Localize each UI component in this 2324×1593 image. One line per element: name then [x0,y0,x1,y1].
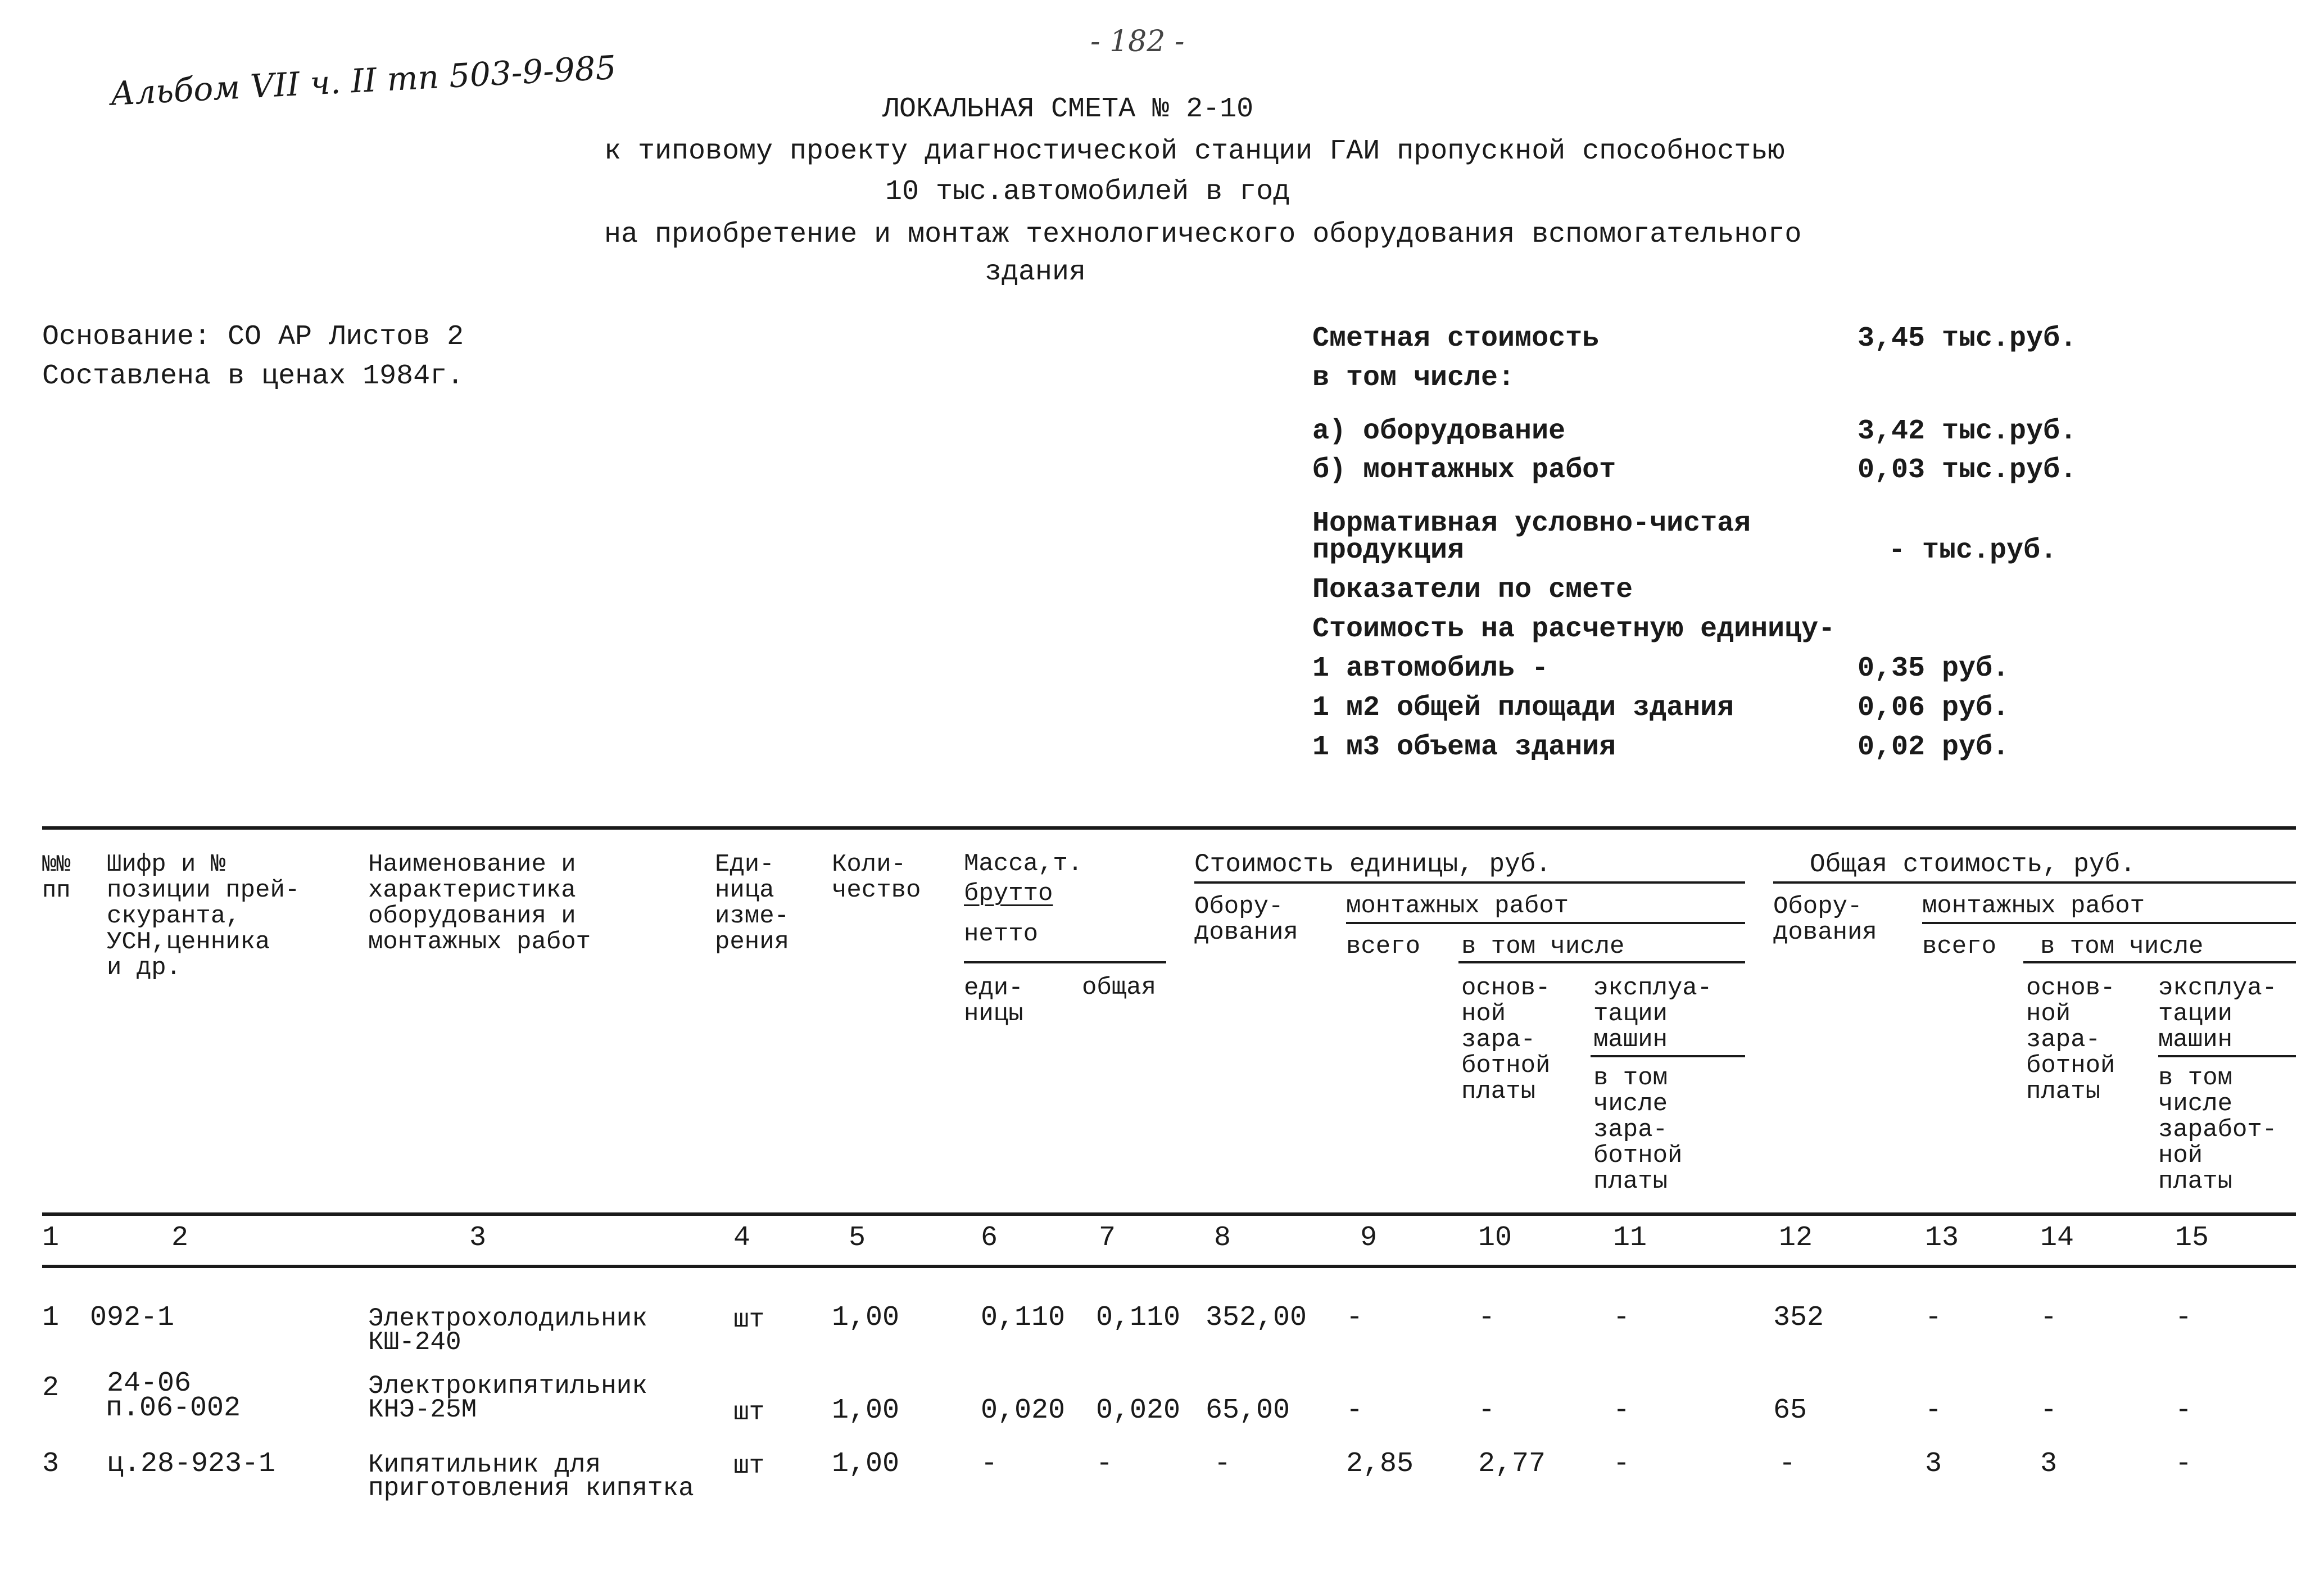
header-unit-cost: Стоимость единицы, руб. [1194,850,1551,879]
header-incl-a: в том числе [1461,933,1625,961]
row-mass-total: 0,110 [1096,1302,1181,1334]
summary-value: 0,03 тыс.руб. [1858,454,2077,486]
row-cost-wage: - [1478,1302,1496,1334]
table-top-rule [42,826,2296,830]
row-mass-total: - [1096,1448,1113,1480]
row-cost-equipment: 352,00 [1206,1302,1307,1334]
row-total-equipment: 65 [1773,1395,1807,1427]
header-mass-unit: еди- ницы [964,974,1023,1028]
incl-rule-a [1458,961,1745,963]
header-col5: Коли- чество [832,850,921,904]
row-cost-all: 2,85 [1346,1448,1414,1480]
col-number: 8 [1214,1222,1231,1254]
title-line-3: 10 тыс.автомобилей в год [885,176,1290,208]
total-cost-rule [1773,881,2296,884]
summary-value: 3,42 тыс.руб. [1858,415,2077,447]
row-cost-machines: - [1613,1395,1630,1427]
summary-label: Стоимость на расчетную единицу- [1312,613,1836,645]
row-cost-machines: - [1613,1448,1630,1480]
mass-net-rule [964,961,1166,963]
header-col4: Еди- ница изме- рения [715,850,790,956]
header-all-a: всего [1346,933,1421,961]
summary-value: 0,35 руб. [1858,653,2010,685]
header-base-wage-b: основ- ной зара- ботной платы [2026,974,2115,1106]
header-incl-b: в том числе [2040,933,2204,961]
machines-rule-a [1591,1055,1745,1057]
header-mass-total: общая [1082,974,1157,1002]
header-equipment-a: Обору- дования [1194,893,1298,947]
row-total-equipment: - [1779,1448,1796,1480]
basis-line-1: Основание: СО АР Листов 2 [42,321,464,353]
row-name: Кипятильник для приготовления кипятка [368,1450,694,1503]
row-total-machines: - [2175,1302,2192,1334]
header-machines-b: эксплуа- тации машин [2158,974,2277,1054]
col-number: 15 [2175,1222,2209,1254]
header-total-cost: Общая стоимость, руб. [1810,850,2136,879]
row-cost-equipment: 65,00 [1206,1395,1290,1427]
header-install-a: монтажных работ [1346,892,1569,920]
summary-label: 1 м3 объема здания [1312,731,1616,763]
row-total-equipment: 352 [1773,1302,1824,1334]
row-code: 092-1 [90,1302,175,1334]
incl-rule-b [2023,961,2296,963]
row-cost-all: - [1346,1302,1363,1334]
row-qty: 1,00 [832,1448,900,1480]
table-colnum-bottom-rule [42,1265,2296,1268]
header-all-b: всего [1922,933,1997,961]
row-code: ц.28-923-1 [107,1448,276,1480]
col-number: 3 [469,1222,487,1254]
row-cost-wage: - [1478,1395,1496,1427]
page-number: - 182 - [1090,25,1185,58]
summary-label: в том числе: [1312,362,1515,394]
summary-label: Показатели по смете [1312,574,1633,606]
col-number: 1 [42,1222,60,1254]
row-cost-all: - [1346,1395,1363,1427]
header-gross: брутто [964,880,1053,908]
header-equipment-b: Обору- дования [1773,893,1877,947]
row-unit: шт [733,1451,765,1481]
header-base-wage-a: основ- ной зара- ботной платы [1461,974,1551,1106]
row-qty: 1,00 [832,1395,900,1427]
summary-label: 1 автомобиль - [1312,653,1549,685]
header-col1: №№ пп [42,851,71,904]
header-mass: Масса,т. [964,850,1083,878]
row-mass-unit: 0,110 [981,1302,1066,1334]
col-number: 5 [849,1222,866,1254]
summary-label: а) оборудование [1312,415,1566,447]
row-total-wage: - [2040,1302,2058,1334]
title-line-5: здания [985,256,1086,288]
row-name: Электрокипятильник КНЭ-25М [368,1372,647,1424]
row-number: 2 [42,1372,60,1404]
header-mach-wage-a: в том числе зара- ботной платы [1593,1064,1683,1196]
header-machines-a: эксплуа- тации машин [1593,974,1713,1054]
summary-label: б) монтажных работ [1312,454,1616,486]
row-total-all: 3 [1925,1448,1942,1480]
row-code: 24-06 п.06-002 [106,1368,241,1424]
row-total-wage: - [2040,1395,2058,1427]
row-mass-unit: 0,020 [981,1395,1066,1427]
col-number: 12 [1779,1222,1813,1254]
row-unit: шт [733,1398,765,1427]
col-number: 9 [1360,1222,1378,1254]
row-qty: 1,00 [832,1302,900,1334]
col-number: 4 [733,1222,751,1254]
title-line-2: к типовому проекту диагностической станции ГАИ пропускной способностью [604,135,1785,168]
install-rule-a [1346,922,1745,924]
summary-label: 1 м2 общей площади здания [1312,692,1734,724]
row-mass-total: 0,020 [1096,1395,1181,1427]
header-net: нетто [964,920,1039,948]
summary-value: 0,02 руб. [1858,731,2010,763]
row-cost-wage: 2,77 [1478,1448,1546,1480]
row-number: 3 [42,1448,60,1480]
header-install-b: монтажных работ [1922,892,2145,920]
machines-rule-b [2158,1055,2296,1057]
row-total-wage: 3 [2040,1448,2058,1480]
row-total-machines: - [2175,1448,2192,1480]
col-number: 11 [1613,1222,1647,1254]
album-note: Альбом VII ч. II тп 503-9-985 [109,48,617,113]
header-col2: Шифр и № позиции прей- скуранта, УСН,ценника и др. [107,850,300,982]
col-number: 14 [2040,1222,2074,1254]
col-number: 6 [981,1222,998,1254]
col-number: 7 [1099,1222,1116,1254]
summary-label: продукция [1312,535,1465,567]
summary-value: 3,45 тыс.руб. [1858,323,2077,355]
row-name: Электрохолодильник КШ-240 [368,1304,647,1357]
header-col3: Наименование и характеристика оборудования и монтажных работ [368,850,591,956]
row-cost-equipment: - [1214,1448,1231,1480]
col-number: 2 [171,1222,189,1254]
row-total-all: - [1925,1395,1942,1427]
col-number: 13 [1925,1222,1959,1254]
row-mass-unit: - [981,1448,998,1480]
row-total-machines: - [2175,1395,2192,1427]
row-total-all: - [1925,1302,1942,1334]
summary-value: - тыс.руб. [1888,535,2058,567]
summary-label: Сметная стоимость [1312,323,1600,355]
col-number: 10 [1478,1222,1512,1254]
row-number: 1 [42,1302,60,1334]
title-line-4: на приобретение и монтаж технологического оборудования вспомогательного [604,219,1802,251]
document-title: ЛОКАЛЬНАЯ СМЕТА № 2-10 [882,93,1254,125]
row-cost-machines: - [1613,1302,1630,1334]
summary-value: 0,06 руб. [1858,692,2010,724]
basis-line-2: Составлена в ценах 1984г. [42,360,464,392]
summary-label: Нормативная условно-чистая [1312,508,1751,540]
header-mach-wage-b: в том числе заработ- ной платы [2158,1064,2277,1196]
install-rule-b [1922,922,2296,924]
table-header-bottom-rule [42,1212,2296,1216]
unit-cost-rule [1194,881,1745,884]
row-unit: шт [733,1305,765,1334]
